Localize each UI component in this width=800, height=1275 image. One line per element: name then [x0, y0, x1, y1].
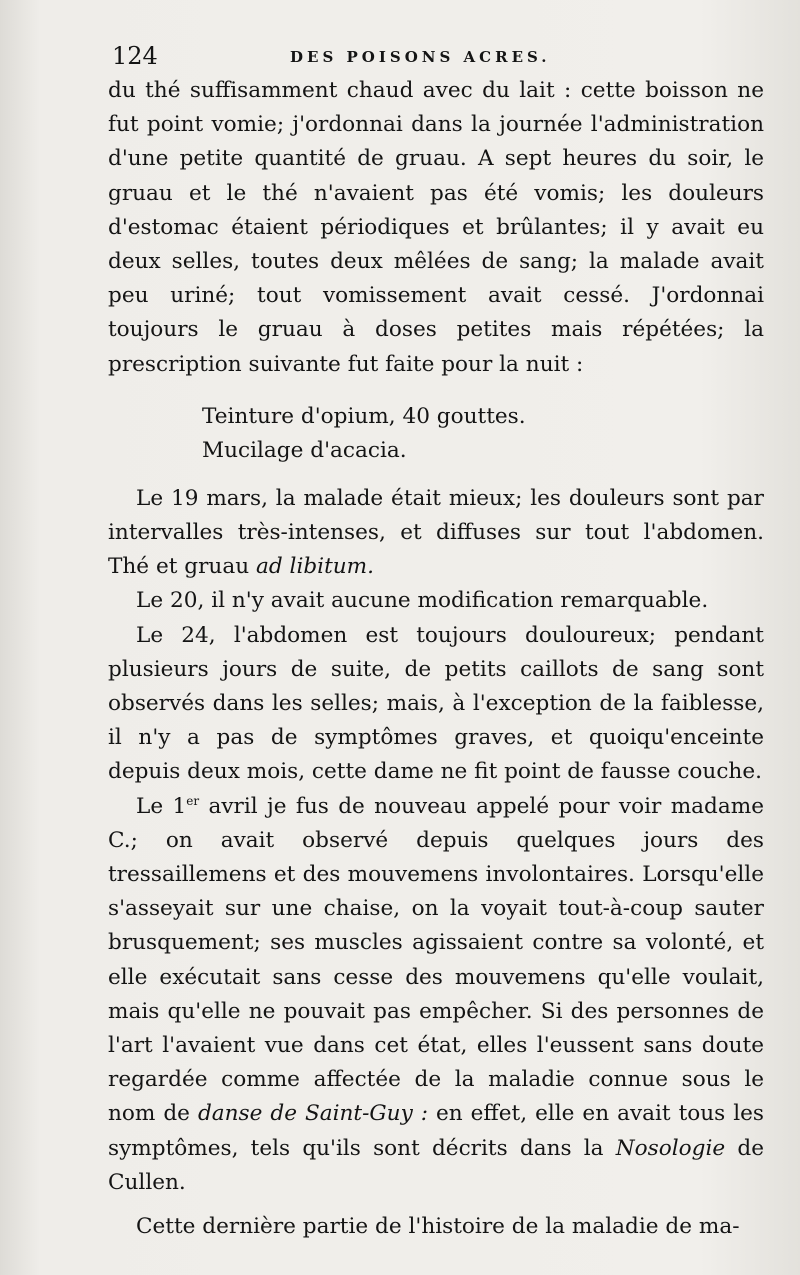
italic-phrase: danse de Saint-Guy : — [197, 1101, 429, 1127]
paragraph-text: de Cullen. — [108, 1135, 764, 1195]
body-text — [108, 74, 764, 1244]
paragraph: du thé suffisamment chaud avec du lait : cette boisson ne fut point vomie; j'ordonnai dans la journée l'administration d'une petite quantité de gruau. A sept heures du soir, le gruau et le thé n'avaient pas été vomis; les douleurs d'estomac étaient périodiques et brûlantes; il y avait eu deux selles, toutes deux mêlées de sang; la malade avait peu uriné; tout vomissement avait cessé. J'ordonnai toujours le gruau à doses petites mais répétées; la prescription suivante fut faite pour la nuit : — [108, 78, 764, 377]
paragraph — [108, 790, 764, 1200]
paragraph: Cette dernière partie de l'histoire de la maladie de ma- — [136, 1214, 740, 1240]
page-header — [110, 42, 770, 76]
prescription-line: Mucilage d'acacia. — [202, 437, 407, 463]
page-number: 124 — [112, 42, 158, 70]
running-head: DES POISONS ACRES. — [290, 48, 551, 66]
prescription — [108, 400, 764, 468]
paragraph: Le 24, l'abdomen est toujours douloureux; pendant plusieurs jours de suite, de petits caillots de sang sont observés dans les selles; mais, à l'exception de la faiblesse, il n'y a pas de symptômes graves, et quoiqu'enceinte depuis deux mois, cette dame ne fit point de fausse couche. — [108, 622, 764, 785]
paragraph-text: avril je fus de nouveau appelé pour voir madame C.; on avait observé depuis quelques jours des tressaillemens et des mouvemens involontaires. Lorsqu'elle s'asseyait sur une chaise, on la voyait tout-à-coup sauter brusquement; ses muscles agissaient contre sa volonté, et elle exécutait sans cesse des mouvemens qu'elle voulait, mais qu'elle ne pouvait pas empêcher. Si des personnes de l'art l'avaient vue dans cet état, elles l'eussent sans doute regardée comme affectée de la maladie connue sous le nom de — [108, 793, 764, 1127]
paragraph-text: Le 1 — [136, 793, 187, 819]
paragraph: Le 20, il n'y avait aucune modification remarquable. — [136, 588, 709, 614]
italic-phrase: Nosologie — [615, 1135, 726, 1161]
superscript: er — [186, 793, 200, 808]
paragraph — [108, 482, 764, 585]
paragraph-text: en effet, elle en avait tous les symptômes, tels qu'ils sont décrits dans la — [108, 1101, 764, 1161]
italic-phrase: ad libitum. — [255, 554, 375, 580]
paragraph-text: Le 19 mars, la malade était mieux; les douleurs sont par intervalles très-intenses, et diffuses sur tout l'abdomen. Thé et gruau — [108, 485, 764, 580]
prescription-line: Teinture d'opium, 40 gouttes. — [202, 403, 526, 429]
